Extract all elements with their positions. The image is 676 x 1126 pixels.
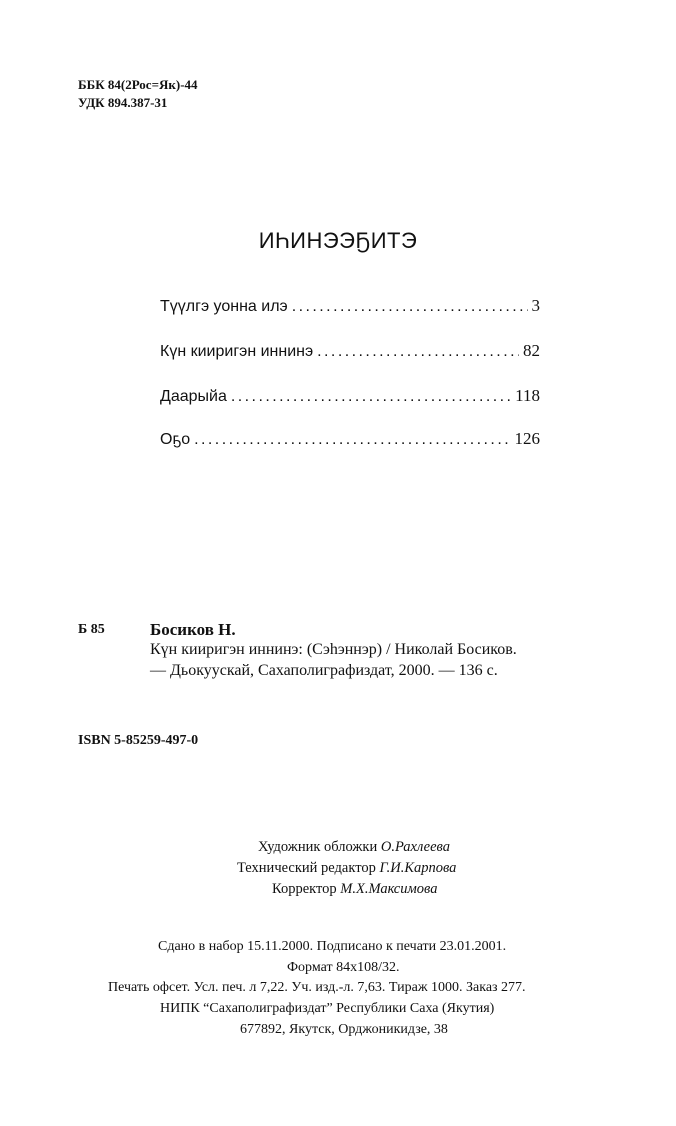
credit-role: Корректор	[272, 881, 337, 897]
toc-entry-page: 118	[515, 386, 540, 405]
credit-name: М.Х.Максимова	[340, 881, 438, 897]
imprint-line: Печать офсет. Усл. печ. л 7,22. Уч. изд.-л. 7,63. Тираж 1000. Заказ 277.	[108, 980, 526, 995]
toc-title: ИҺИНЭЭҔИТЭ	[258, 228, 418, 253]
credit-role: Художник обложки	[258, 839, 378, 855]
toc-entry-title: Түүлгэ уонна илэ	[160, 298, 288, 315]
toc-entry	[160, 296, 540, 326]
imprint-line: Сдано в набор 15.11.2000. Подписано к печати 23.01.2001.	[158, 939, 507, 954]
udk-code: УДК 894.387-31	[78, 95, 168, 110]
isbn: ISBN 5-85259-497-0	[78, 733, 199, 748]
toc-leader	[231, 388, 511, 406]
bib-title-line: Күн кииригэн иннинэ: (Сэһэннэр) / Николай Босиков.	[150, 641, 517, 658]
toc-entry-title: Күн кииригэн иннинэ	[160, 343, 314, 360]
toc-entry-page: 82	[523, 341, 540, 360]
toc-entry-page: 3	[531, 296, 540, 315]
bib-publication-line: — Дьокуускай, Сахаполиграфиздат, 2000. — 136 с.	[150, 662, 498, 679]
credit-line	[272, 881, 437, 898]
credit-name: Г.И.Карпова	[379, 860, 457, 876]
toc-leader	[317, 343, 519, 361]
toc-entry	[160, 429, 540, 459]
toc-leader	[194, 431, 510, 449]
toc-entry-title: Оҕо	[160, 431, 191, 448]
bib-code: Б 85	[78, 622, 105, 637]
bbk-code: ББК 84(2Рос=Як)-44	[78, 77, 198, 92]
imprint-line: НИПК “Сахаполиграфиздат” Республики Саха (Якутия)	[160, 1001, 495, 1016]
toc-entry-page: 126	[514, 429, 540, 448]
toc-entry-title: Даарыйа	[160, 388, 227, 405]
imprint-line: 677892, Якутск, Орджоникидзе, 38	[240, 1022, 448, 1037]
bib-author: Босиков Н.	[150, 620, 236, 639]
credit-role: Технический редактор	[237, 860, 376, 876]
credit-line	[237, 860, 456, 877]
imprint-line: Формат 84х108/32.	[287, 960, 400, 975]
credit-name: О.Рахлеева	[380, 839, 450, 855]
credit-line	[258, 839, 450, 856]
toc-entry	[160, 386, 540, 416]
toc-entry	[160, 341, 540, 371]
toc-leader	[292, 298, 528, 316]
